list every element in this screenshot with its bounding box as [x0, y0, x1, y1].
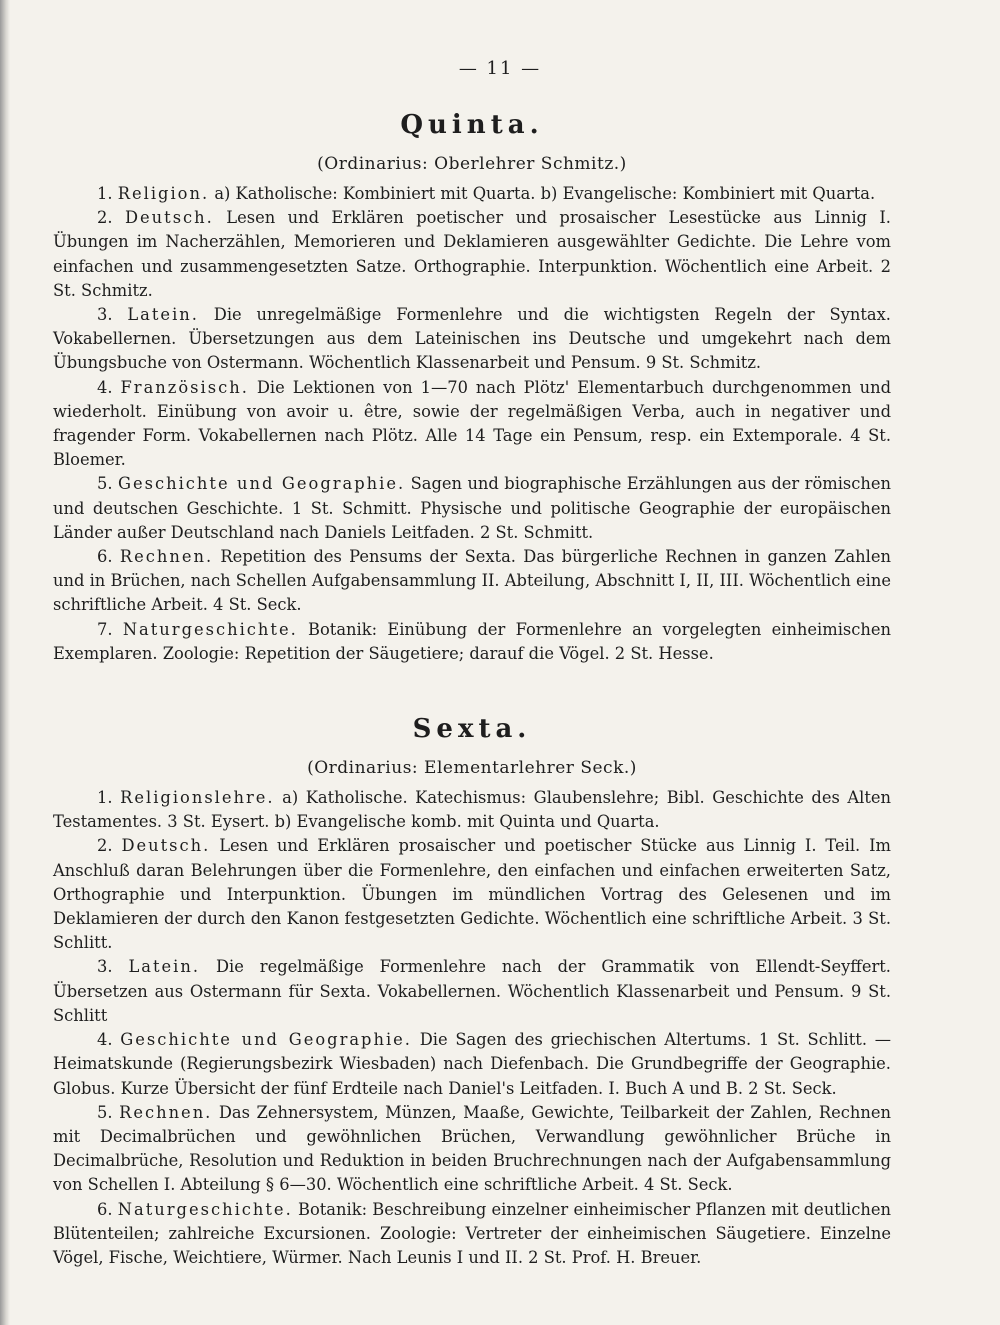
section-spacer	[53, 666, 891, 712]
sexta-item-rechnen	[53, 1101, 891, 1198]
item-text: Die Sagen des griechischen Altertums. 1 St. Schlitt. — Heimatskunde (Regierungsbezirk Wiesbaden) nach Diefenbach. Die Grundbegriffe der Geographie. Globus. Kurze Übersicht der fünf Erdteile nach Daniel's Leitfaden. I. Buch A und B. 2 St. Seck.	[53, 1030, 891, 1098]
quinta-item-naturgeschichte	[53, 618, 891, 666]
item-text: Das Zehnersystem, Münzen, Maaße, Gewichte, Teilbarkeit der Zahlen, Rechnen mit Decimalbrüchen und gewöhnlichen Brüchen, Verwandlung gewöhnlicher Brüche in Decimalbrüche, Resolution und Reduktion in beiden Bruchrechnungen nach der Aufgabensammlung von Schellen I. Abteilung § 6—30. Wöchentlich eine schriftliche Arbeit. 4 St. Seck.	[53, 1102, 891, 1195]
quinta-item-latein	[53, 303, 891, 376]
sexta-section	[53, 712, 891, 1270]
item-number: 6.	[97, 1199, 113, 1219]
item-text: a) Katholische. Katechismus: Glaubenslehre; Bibl. Geschichte des Alten Testamentes. 3 St. Eysert. b) Evangelische komb. mit Quinta und Quarta.	[53, 788, 891, 832]
sexta-item-deutsch	[53, 834, 891, 955]
item-subject: Deutsch.	[121, 836, 211, 856]
item-text: Botanik: Einübung der Formenlehre an vorgelegten einheimischen Exemplaren. Zoologie: Repetition der Säugetiere; darauf die Vögel. 2 St. Hesse.	[53, 619, 891, 663]
sexta-item-latein	[53, 955, 891, 1028]
item-text: Die regelmäßige Formenlehre nach der Grammatik von Ellendt-Seyffert. Übersetzen aus Ostermann für Sexta. Vokabellernen. Wöchentlich Klassenarbeit und Pensum. 9 St. Schlitt	[53, 957, 891, 1025]
item-number: 6.	[97, 547, 113, 567]
sexta-item-religion	[53, 786, 891, 834]
page-edge-shadow	[0, 0, 10, 1325]
item-text: Die Lektionen von 1—70 nach Plötz' Elementarbuch durchgenommen und wiederholt. Einübung von avoir u. être, sowie der regelmäßigen Verba, auch in negativer und fragender Form. Vokabellernen nach Plötz. Alle 14 Tage ein Pensum, resp. ein Extemporale. 4 St. Bloemer.	[53, 377, 891, 470]
item-subject: Religion.	[117, 184, 210, 203]
item-subject: Geschichte und Geographie.	[118, 474, 406, 494]
quinta-item-franzoesisch	[53, 376, 891, 473]
item-text: Die unregelmäßige Formenlehre und die wichtigsten Regeln der Syntax. Vokabellernen. Übersetzungen aus dem Lateinischen ins Deutsche und umgekehrt nach dem Übungsbuche von Ostermann. Wöchentlich Klassenarbeit und Pensum. 9 St. Schmitz.	[53, 305, 891, 373]
sexta-title: Sexta.	[412, 714, 532, 745]
item-subject: Religionslehre.	[120, 788, 275, 808]
quinta-ordinarius: (Ordinarius: Oberlehrer Schmitz.)	[317, 154, 627, 174]
item-number: 2.	[97, 208, 113, 228]
item-subject: Latein.	[127, 305, 199, 325]
item-number: 2.	[97, 836, 113, 856]
item-subject: Französisch.	[120, 377, 249, 397]
page-content	[53, 108, 891, 1270]
item-subject: Deutsch.	[124, 208, 214, 228]
item-number: 3.	[97, 305, 113, 325]
quinta-item-geschichte	[53, 472, 891, 545]
item-number: 4.	[97, 1030, 113, 1050]
quinta-item-deutsch	[53, 206, 891, 303]
item-text: Repetition des Pensums der Sexta. Das bürgerliche Rechnen in ganzen Zahlen und in Brüchen, nach Schellen Aufgabensammlung II. Abteilung, Abschnitt I, II, III. Wöchentlich eine schriftliche Arbeit. 4 St. Seck.	[53, 547, 891, 615]
item-text: Sagen und biographische Erzählungen aus der römischen und deutschen Geschichte. 1 St. Schmitt. Physische und politische Geographie der europäischen Länder außer Deutschland nach Daniels Leitfaden. 2 St. Schmitt.	[53, 474, 891, 542]
item-subject: Naturgeschichte.	[117, 1199, 293, 1219]
sexta-item-naturgeschichte	[53, 1198, 891, 1271]
item-subject: Geschichte und Geographie.	[120, 1030, 412, 1050]
item-text: Lesen und Erklären prosaischer und poetischer Stücke aus Linnig I. Teil. Im Anschluß daran Belehrungen über die Formenlehre, den einfachen und einfachen erweiterten Satz, Orthographie und Interpunktion. Übungen im mündlichen Vortrag des Gelesenen und im Deklamieren der durch den Kanon festgesetzten Gedichte. Wöchentlich eine schriftliche Arbeit. 3 St. Schlitt.	[53, 836, 891, 953]
item-number: 1.	[97, 184, 113, 203]
item-subject: Naturgeschichte.	[122, 619, 298, 639]
quinta-item-rechnen	[53, 545, 891, 618]
page-number: — 11 —	[458, 58, 542, 79]
item-subject: Rechnen.	[119, 547, 214, 567]
item-text: a) Katholische: Kombiniert mit Quarta. b) Evangelische: Kombiniert mit Quarta.	[209, 184, 876, 203]
item-number: 5.	[97, 1102, 113, 1122]
sexta-ordinarius: (Ordinarius: Elementarlehrer Seck.)	[307, 758, 637, 779]
item-subject: Rechnen.	[119, 1102, 213, 1122]
quinta-title: Quinta.	[400, 110, 544, 140]
item-text: Lesen und Erklären poetischer und prosaischer Lesestücke aus Linnig I. Übungen im Nacherzählen, Memorieren und Deklamieren ausgewählter Gedichte. Die Lehre vom einfachen und zusammengesetzten Satze. Orthographie. Interpunktion. Wöchentlich eine Arbeit. 2 St. Schmitz.	[53, 208, 891, 300]
item-number: 1.	[97, 788, 113, 808]
quinta-section	[53, 108, 891, 666]
item-number: 7.	[97, 619, 113, 639]
item-text: Botanik: Beschreibung einzelner einheimischer Pflanzen mit deutlichen Blütenteilen; zahlreiche Excursionen. Zoologie: Vertreter der einheimischen Säugetiere. Einzelne Vögel, Fische, Weichtiere, Würmer. Nach Leunis I und II. 2 St. Prof. H. Breuer.	[53, 1199, 891, 1267]
item-number: 4.	[97, 377, 113, 397]
item-subject: Latein.	[128, 957, 201, 977]
quinta-item-religion	[53, 182, 891, 206]
item-number: 3.	[97, 957, 113, 977]
sexta-item-geschichte	[53, 1028, 891, 1101]
item-number: 5.	[97, 474, 113, 494]
